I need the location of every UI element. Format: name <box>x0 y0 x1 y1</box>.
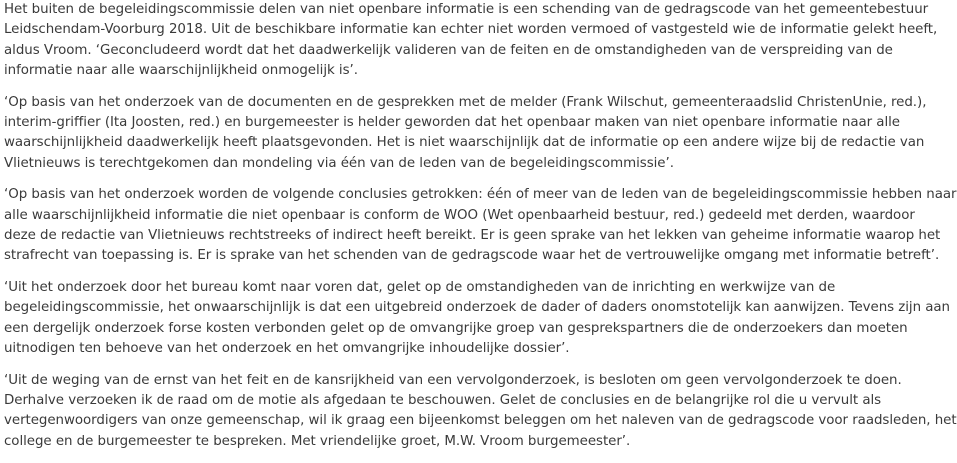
text-line: Derhalve verzoeken ik de raad om de motie als afgedaan te beschouwen. Gelet de conclusies en de belangrijke rol die u vervult als <box>4 392 882 408</box>
text-line: ‘Op basis van het onderzoek worden de volgende conclusies getrokken: één of meer van de leden van de begeleidingscommissie hebben naar <box>4 187 957 203</box>
paragraph-1 <box>4 0 938 82</box>
text-line: Leidschendam-Voorburg 2018. Uit de beschikbare informatie kan echter niet worden vermoed of vastgesteld wie de informatie gelekt heeft, <box>4 22 938 38</box>
text-line: aldus Vroom. ‘Geconcludeerd wordt dat het daadwerkelijk valideren van de feiten en de omstandigheden van de verspreiding van de <box>4 42 893 58</box>
text-line: alle waarschijnlijkheid informatie die niet openbaar is conform de WOO (Wet openbaarheid bestuur, red.) gedeeld met derden, waardoor <box>4 207 915 223</box>
text-line: uitnodigen ten behoeve van het onderzoek en het omvangrijke inhoudelijke dossier’. <box>4 341 570 357</box>
text-line: deze de redactie van Vlietnieuws rechtstreeks of indirect heeft bereikt. Er is geen sprake van het lekken van geheime informatie waarop het <box>4 228 941 244</box>
paragraph-5 <box>4 371 957 453</box>
text-line: college en de burgemeester te bespreken. Met vriendelijke groet, M.W. Vroom burgemeester’. <box>4 433 631 449</box>
text-line: ‘Op basis van het onderzoek van de documenten en de gesprekken met de melder (Frank Wilschut, gemeenteraadslid ChristenUnie, red.), <box>4 94 927 110</box>
text-line: waarschijnlijkheid daadwerkelijk heeft plaatsgevonden. Het is niet waarschijnlijk dat de informatie op een andere wijze bij de redactie van <box>4 135 925 151</box>
text-line: ‘Uit het onderzoek door het bureau komt naar voren dat, gelet op de omstandigheden van de inrichting en werkwijze van de <box>4 279 836 295</box>
text-line: vertegenwoordigers van onze gemeenschap, wil ik graag een bijeenkomst beleggen om het naleven van de gedragscode voor raadsleden, het <box>4 413 957 429</box>
paragraph-3 <box>4 185 957 267</box>
paragraph-2 <box>4 93 927 175</box>
text-line: begeleidingscommissie, het onwaarschijnlijk is dat een uitgebreid onderzoek de dader of daders onomstotelijk kan aanwijzen. Tevens zijn aan <box>4 300 950 316</box>
text-line: ‘Uit de weging van de ernst van het feit en de kansrijkheid van een vervolgonderzoek, is besloten om geen vervolgonderzoek te doen. <box>4 372 902 388</box>
text-line: strafrecht van toepassing is. Er is sprake van het schenden van de gedragscode waar het de vertrouwelijke omgang met informatie betreft’. <box>4 248 940 264</box>
text-line: een dergelijk onderzoek forse kosten verbonden gelet op de omvangrijke groep van gesprekspartners die de onderzoekers dan moeten <box>4 320 908 336</box>
text-line: Het buiten de begeleidingscommissie delen van niet openbare informatie is een schending van de gedragscode van het gemeentebestuur <box>4 2 929 17</box>
text-line: Vlietnieuws is terechtgekomen dan mondeling via één van de leden van de begeleidingscommissie’. <box>4 155 674 171</box>
text-line: informatie naar alle waarschijnlijkheid onmogelijk is’. <box>4 63 358 79</box>
text-line: interim-griffier (Ita Joosten, red.) en burgemeester is helder geworden dat het openbaar maken van niet openbare informatie naar alle <box>4 115 900 131</box>
paragraph-4 <box>4 278 950 360</box>
article-body <box>4 0 957 463</box>
